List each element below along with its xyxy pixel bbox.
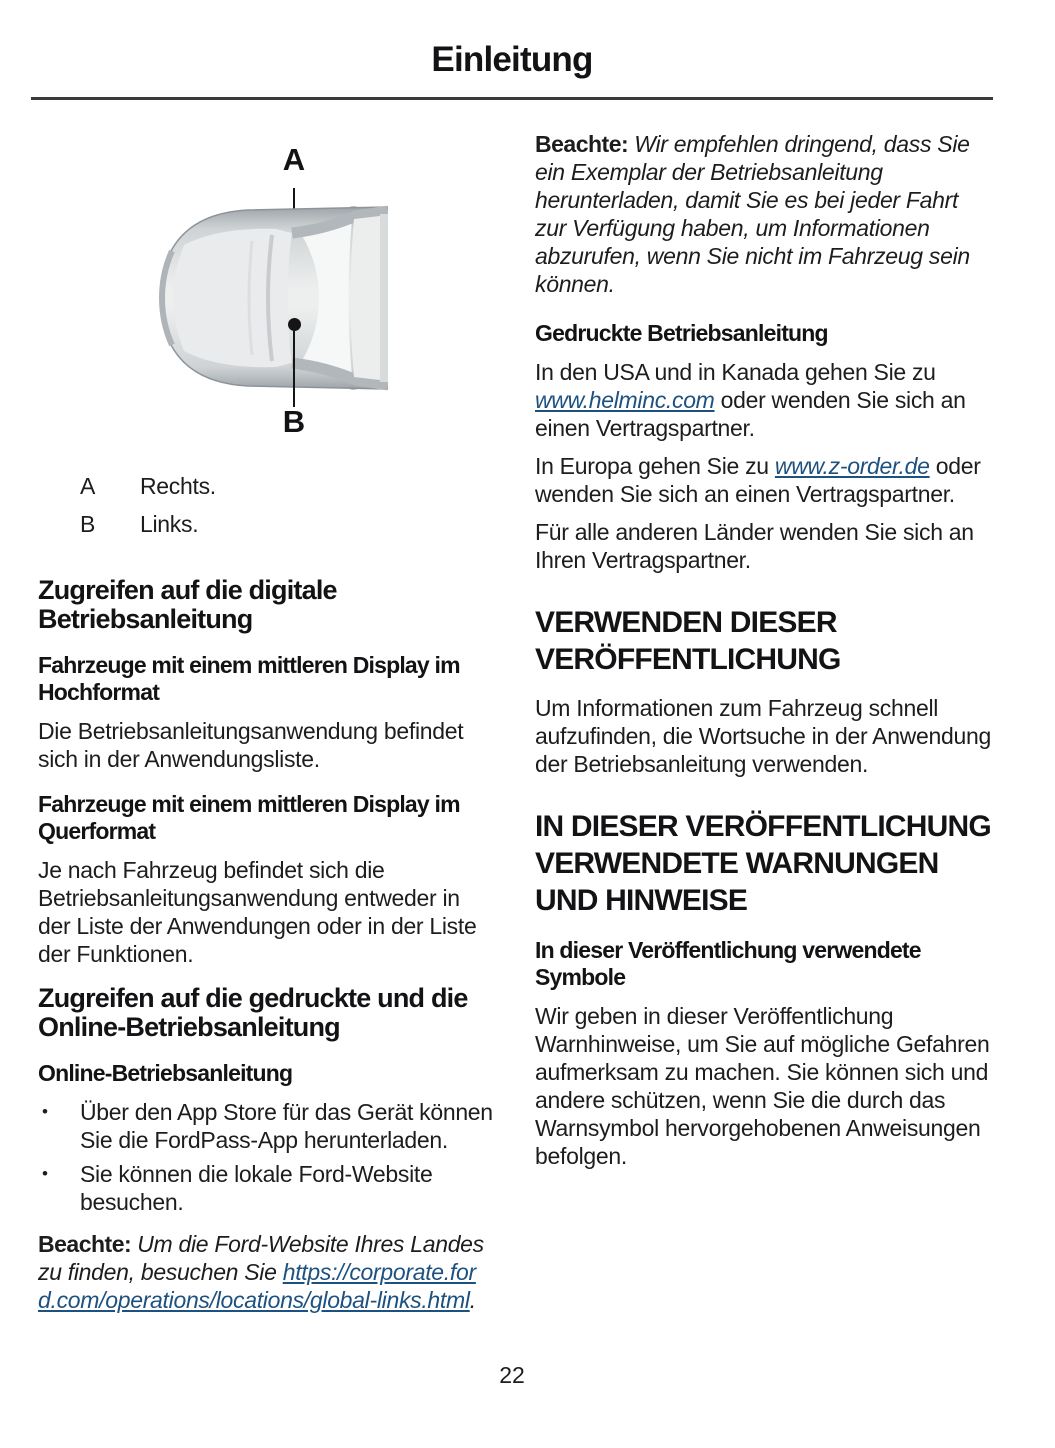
paragraph-text: In Europa gehen Sie zu	[535, 453, 775, 479]
subheading-landscape-display: Fahrzeuge mit einem mittleren Display im Querformat	[38, 791, 460, 844]
heading-using-publication: VERWENDEN DIESER VERÖFFENTLICHUNG	[535, 606, 841, 676]
paragraph-text: In den USA und in Kanada gehen Sie zu	[535, 359, 936, 385]
paragraph-warning-symbols: Wir geben in dieser Veröffentlichung Warnhinweise, um Sie auf mögliche Gefahren aufmerksam zu machen. Sie können sich und andere schützen, wenn Sie die durch das Warnsymbol hervorgehobenen Anweisungen befolgen.	[535, 1003, 990, 1169]
note-download-manual	[535, 130, 993, 298]
paragraph-landscape-display: Je nach Fahrzeug befindet sich die Betriebsanleitungsanwendung entweder in der Liste der Anwendungen oder in der Liste der Funktionen.	[38, 857, 477, 967]
note-ford-website	[38, 1230, 493, 1314]
note-text: Wir empfehlen dringend, dass Sie ein Exemplar der Betriebsanleitung herunterladen, damit Sie es bei jeder Fahrt zur Verfügung haben, um Informationen abzurufen, wenn Sie nicht im Fahrzeug sein können.	[535, 131, 970, 297]
legend-value-b: Links.	[140, 511, 199, 537]
note-label: Beachte:	[535, 131, 629, 157]
subheading-portrait-display: Fahrzeuge mit einem mittleren Display im Hochformat	[38, 652, 460, 705]
link-helminc[interactable]: www.helminc.com	[535, 387, 715, 413]
note-suffix: .	[469, 1287, 476, 1313]
title-divider	[31, 97, 993, 100]
heading-warnings-notices: IN DIESER VERÖFFENTLICHUNG VERWENDETE WARNUNGEN UND HINWEISE	[535, 810, 991, 917]
page-number: 22	[499, 1362, 525, 1388]
link-z-order[interactable]: www.z-order.de	[774, 453, 930, 479]
vehicle-figure	[38, 120, 493, 560]
heading-digital-manual: Zugreifen auf die digitale Betriebsanleitung	[38, 575, 337, 634]
paragraph-europe	[535, 452, 993, 508]
legend-key-a: A	[80, 473, 96, 499]
note-text: Um die Ford-Website Ihres Landes zu finden, besuchen Sie	[38, 1231, 484, 1285]
legend-key-b: B	[80, 511, 96, 537]
subheading-online-manual: Online-Betriebsanleitung	[38, 1060, 293, 1086]
list-item: • Über den App Store für das Gerät können Sie die FordPass-App herunterladen.	[38, 1098, 493, 1154]
note-label: Beachte:	[38, 1231, 132, 1257]
link-ford-global-locations[interactable]: https://corporate.ford.com/operations/locations/global-links.html	[38, 1259, 476, 1313]
subheading-symbols: In dieser Veröffentlichung verwendete Symbole	[535, 937, 921, 990]
left-column	[38, 120, 493, 1327]
paragraph-usa-canada	[535, 358, 993, 442]
paragraph-portrait-display: Die Betriebsanleitungsanwendung befindet sich in der Anwendungsliste.	[38, 718, 464, 772]
legend-row-b	[38, 510, 493, 538]
car-top-view-illustration	[156, 203, 388, 393]
legend-row-a	[38, 472, 493, 500]
online-manual-bullet-list	[38, 1098, 493, 1216]
right-column	[535, 130, 993, 1183]
paragraph-text: oder wenden Sie sich an einen Vertragspartner.	[535, 387, 966, 441]
paragraph-other-countries: Für alle anderen Länder wenden Sie sich an Ihren Vertragspartner.	[535, 519, 974, 573]
legend-value-a: Rechts.	[140, 473, 216, 499]
paragraph-word-search: Um Informationen zum Fahrzeug schnell aufzufinden, die Wortsuche in der Anwendung der Betriebsanleitung verwenden.	[535, 695, 991, 777]
figure-label-a: A	[282, 142, 306, 177]
page-title: Einleitung	[431, 40, 593, 79]
subheading-printed-manual: Gedruckte Betriebsanleitung	[535, 320, 828, 346]
figure-legend	[38, 472, 493, 548]
pointer-dot-b	[288, 318, 301, 331]
pointer-line-b	[293, 331, 295, 407]
paragraph-text: oder wenden Sie sich an einen Vertragspartner.	[535, 453, 981, 507]
list-item: • Sie können die lokale Ford-Website besuchen.	[38, 1160, 493, 1216]
figure-label-b: B	[282, 404, 306, 439]
heading-printed-online-manual: Zugreifen auf die gedruckte und die Online-Betriebsanleitung	[38, 983, 468, 1042]
